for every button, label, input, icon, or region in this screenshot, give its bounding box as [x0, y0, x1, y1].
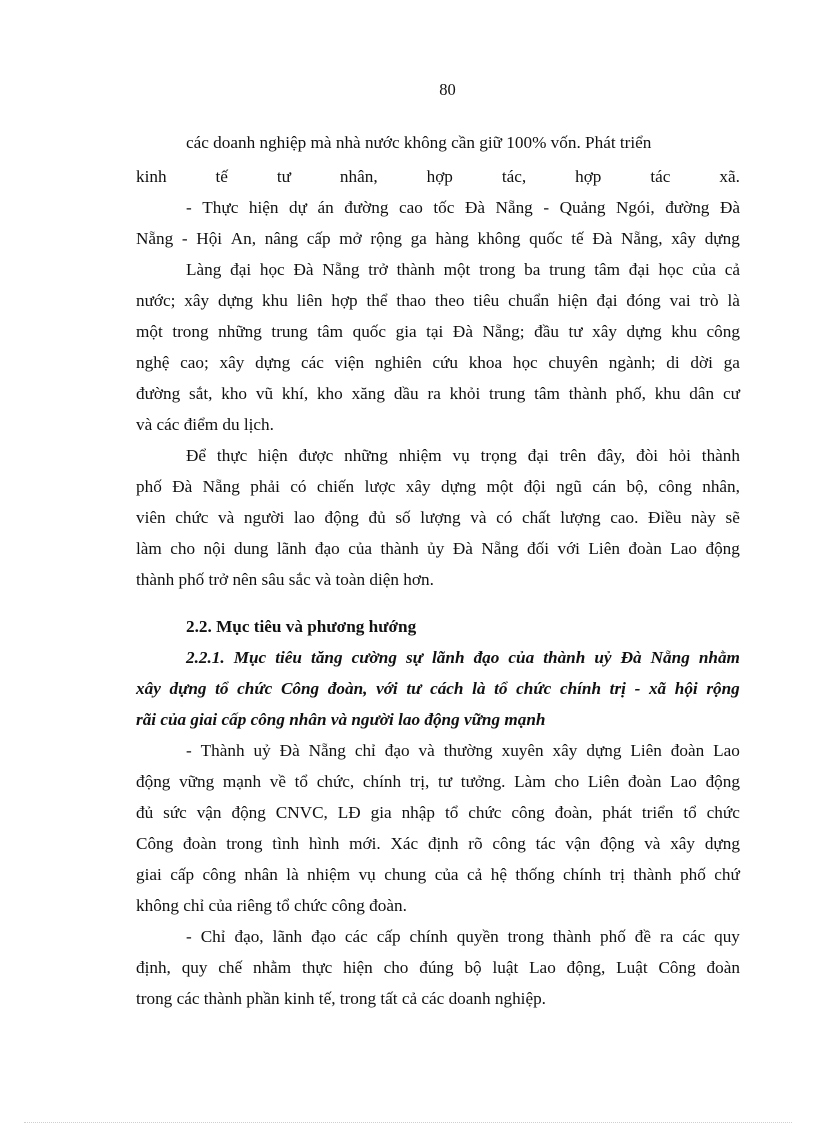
text-line: Nẵng - Hội An, nâng cấp mở rộng ga hàng không quốc tế Đà Nẵng, xây dựng	[136, 229, 740, 248]
subsection-heading: xây dựng tổ chức Công đoàn, với tư cách là tổ chức chính trị - xã hội rộng	[136, 679, 740, 698]
text-line: kinh tế tư nhân, hợp tác, hợp tác xã.	[136, 167, 740, 186]
text-line: Công đoàn trong tình hình mới. Xác định rõ công tác vận động và xây dựng	[136, 834, 740, 853]
text-line: trong các thành phần kinh tế, trong tất cả các doanh nghiệp.	[136, 989, 546, 1008]
page-number: 80	[439, 80, 456, 99]
text-line: nghệ cao; xây dựng các viện nghiên cứu khoa học chuyên ngành; di dời ga	[136, 353, 740, 372]
text-line: định, quy chế nhằm thực hiện cho đúng bộ luật Lao động, Luật Công đoàn	[136, 958, 740, 977]
text-line: động vững mạnh về tổ chức, chính trị, tư tưởng. Làm cho Liên đoàn Lao động	[136, 772, 740, 791]
text-line: làm cho nội dung lãnh đạo của thành ủy Đà Nẵng đối với Liên đoàn Lao động	[136, 539, 740, 558]
text-line: đường sắt, kho vũ khí, kho xăng dầu ra khỏi trung tâm thành phố, khu dân cư	[136, 384, 740, 403]
text-line: - Chỉ đạo, lãnh đạo các cấp chính quyền trong thành phố đề ra các quy	[186, 927, 740, 946]
text-line: Làng đại học Đà Nẵng trở thành một trong ba trung tâm đại học của cả	[186, 260, 740, 279]
text-line: nước; xây dựng khu liên hợp thể thao theo tiêu chuẩn hiện đại đóng vai trò là	[136, 291, 740, 310]
text-line: - Thực hiện dự án đường cao tốc Đà Nẵng - Quảng Ngói, đường Đà	[186, 198, 740, 217]
text-line: viên chức và người lao động đủ số lượng và có chất lượng cao. Điều này sẽ	[136, 508, 740, 527]
text-line: - Thành uỷ Đà Nẵng chỉ đạo và thường xuyên xây dựng Liên đoàn Lao	[186, 741, 740, 760]
text-line: một trong những trung tâm quốc gia tại Đà Nẵng; đầu tư xây dựng khu công	[136, 322, 740, 341]
text-line: Để thực hiện được những nhiệm vụ trọng đại trên đây, đòi hỏi thành	[186, 446, 740, 465]
text-line: và các điểm du lịch.	[136, 415, 274, 434]
text-line: không chỉ của riêng tổ chức công đoàn.	[136, 896, 407, 915]
subsection-heading: 2.2.1. Mục tiêu tăng cường sự lãnh đạo của thành uỷ Đà Nẵng nhằm	[186, 648, 740, 667]
text-line: phố Đà Nẵng phải có chiến lược xây dựng một đội ngũ cán bộ, công nhân,	[136, 477, 740, 496]
text-line: giai cấp công nhân là nhiệm vụ chung của cả hệ thống chính trị thành phố chứ	[136, 865, 740, 884]
text-line: các doanh nghiệp mà nhà nước không cần giữ 100% vốn. Phát triển	[186, 133, 652, 152]
subsection-heading: rãi của giai cấp công nhân và người lao động vững mạnh	[136, 710, 546, 729]
section-heading: 2.2. Mục tiêu và phương hướng	[186, 617, 417, 636]
text-line: thành phố trở nên sâu sắc và toàn diện hơn.	[136, 570, 434, 589]
text-line: đủ sức vận động CNVC, LĐ gia nhập tổ chức công đoàn, phát triển tổ chức	[136, 803, 740, 822]
